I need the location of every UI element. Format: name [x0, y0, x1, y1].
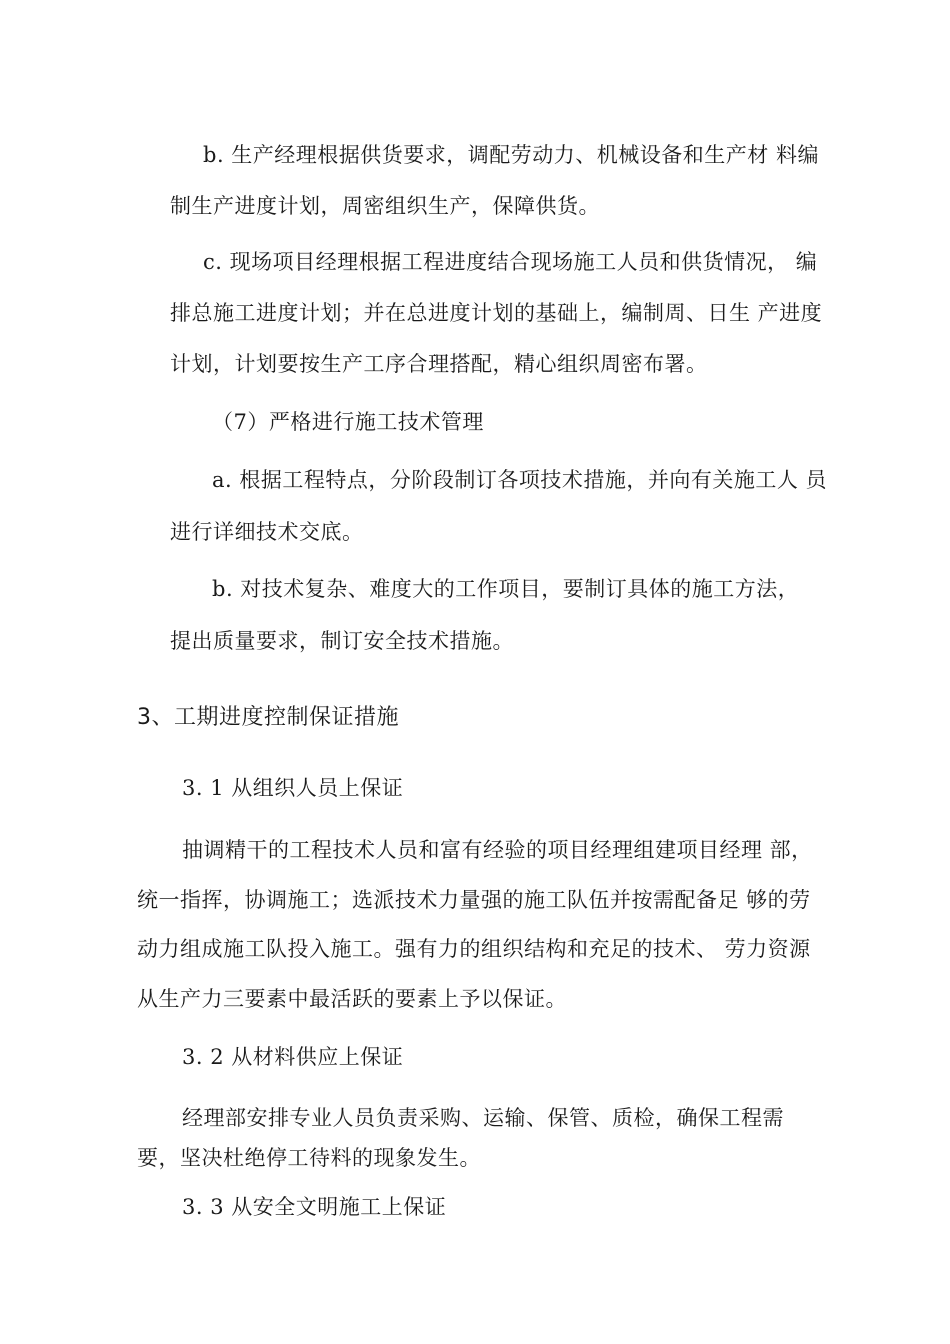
- subsection-3-1-line-2: 统一指挥，协调施工；选派技术力量强的施工队伍并按需配备足 够的劳: [137, 888, 811, 912]
- para-c-site-line-3: 计划，计划要按生产工序合理搭配，精心组织周密布署。: [170, 352, 708, 376]
- para-a-tech-line-2: 进行详细技术交底。: [170, 520, 364, 544]
- subsection-3-1-line-1: 抽调精干的工程技术人员和富有经验的项目经理组建项目经理 部，: [182, 838, 813, 862]
- para-c-site-line-1: c. 现场项目经理根据工程进度结合现场施工人员和供货情况， 编: [203, 250, 818, 274]
- subsection-3-3-title: 3. 3 从安全文明施工上保证: [182, 1195, 447, 1219]
- subsection-3-1-line-3: 动力组成施工队投入施工。强有力的组织结构和充足的技术、 劳力资源: [137, 937, 811, 961]
- item-7-title: （7）严格进行施工技术管理: [212, 410, 484, 434]
- para-b-production-line-2: 制生产进度计划，周密组织生产，保障供货。: [170, 194, 600, 218]
- para-b-tech-line-2: 提出质量要求，制订安全技术措施。: [170, 629, 514, 653]
- section-3-heading: 3、工期进度控制保证措施: [137, 705, 399, 730]
- subsection-3-2-line-1: 经理部安排专业人员负责采购、运输、保管、质检，确保工程需: [182, 1106, 784, 1130]
- para-c-site-line-2: 排总施工进度计划；并在总进度计划的基础上，编制周、日生 产进度: [170, 301, 823, 325]
- para-b-production-line-1: b. 生产经理根据供货要求，调配劳动力、机械设备和生产材 料编: [203, 143, 819, 167]
- para-a-tech-line-1: a. 根据工程特点，分阶段制订各项技术措施，并向有关施工人 员: [212, 468, 828, 492]
- para-b-tech-line-1: b. 对技术复杂、难度大的工作项目，要制订具体的施工方法，: [212, 577, 800, 601]
- subsection-3-1-line-4: 从生产力三要素中最活跃的要素上予以保证。: [137, 987, 567, 1011]
- subsection-3-2-line-2: 要，坚决杜绝停工待料的现象发生。: [137, 1146, 481, 1170]
- subsection-3-1-title: 3. 1 从组织人员上保证: [182, 776, 404, 800]
- subsection-3-2-title: 3. 2 从材料供应上保证: [182, 1045, 404, 1069]
